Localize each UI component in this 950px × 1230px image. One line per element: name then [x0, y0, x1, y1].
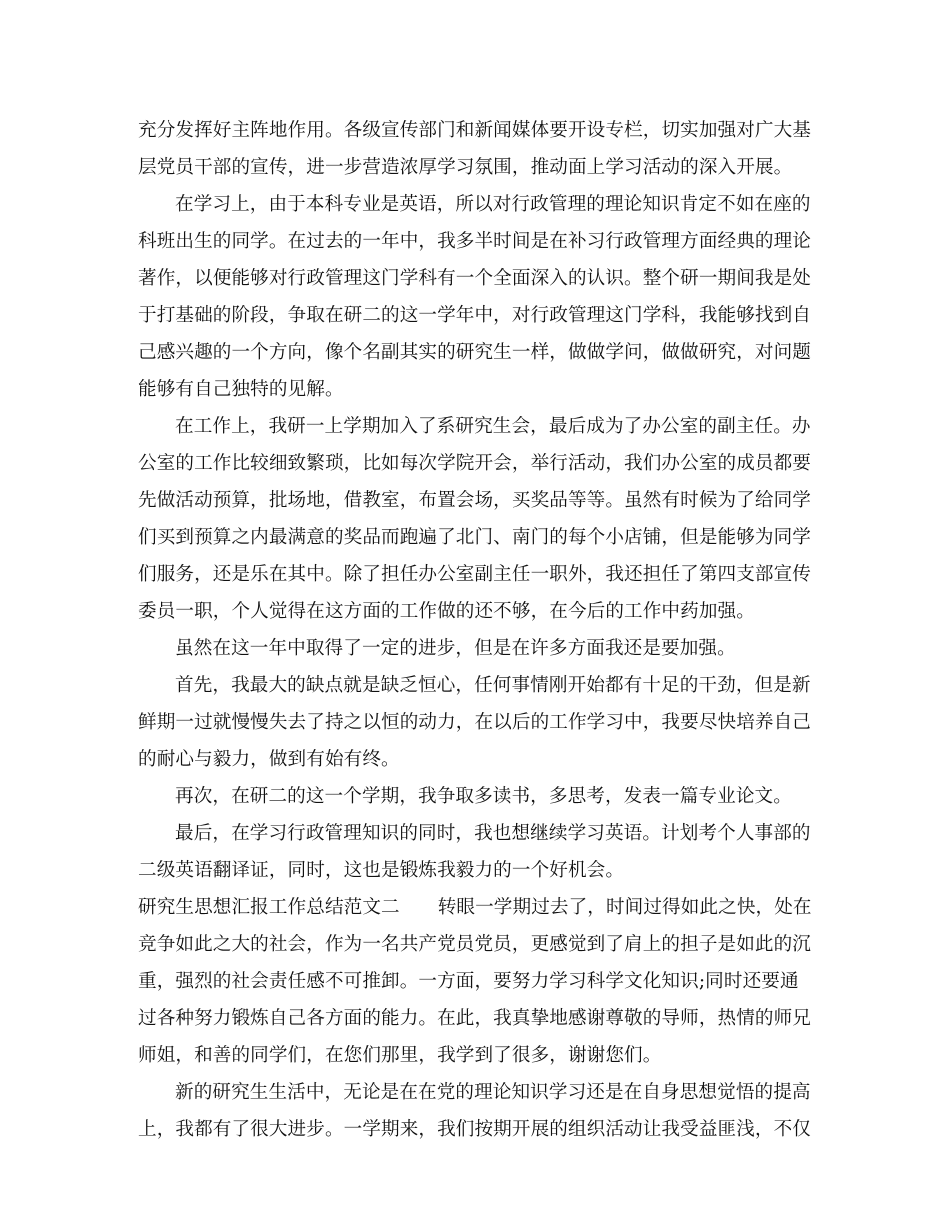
text-line: 在工作上，我研一上学期加入了系研究生会，最后成为了办公室的副主任。办 [175, 416, 811, 437]
section-heading: 研究生思想汇报工作总结范文二 [138, 897, 400, 918]
text-line: 二级英语翻译证，同时，这也是锻炼我毅力的一个好机会。 [138, 860, 625, 881]
text-line: 能够有自己独特的见解。 [138, 379, 344, 400]
text-line: 过各种努力锻炼自己各方面的能力。在此，我真挚地感谢尊敬的导师，热情的师兄 [138, 1008, 811, 1029]
text-line: 再次，在研二的这一个学期，我争取多读书，多思考，发表一篇专业论文。 [175, 786, 792, 807]
text-line: 公室的工作比较细致繁琐，比如每次学院开会，举行活动，我们办公室的成员都要 [138, 453, 811, 474]
text-line: 层党员干部的宣传，进一步营造浓厚学习氛围，推动面上学习活动的深入开展。 [138, 157, 793, 178]
text-line: 先做活动预算，批场地，借教室，布置会场，买奖品等等。虽然有时候为了给同学 [138, 490, 811, 511]
paragraphs-part-one [138, 112, 818, 889]
text-line: 首先，我最大的缺点就是缺乏恒心，任何事情刚开始都有十足的干劲，但是新 [175, 675, 811, 696]
paragraphs-part-two [138, 926, 818, 1148]
text-line: 在学习上，由于本科专业是英语，所以对行政管理的理论知识肯定不如在座的 [175, 194, 811, 215]
text-line: 重，强烈的社会责任感不可推卸。一方面，要努力学习科学文化知识;同时还要通 [138, 971, 799, 992]
text-line: 委员一职，个人觉得在这方面的工作做的还不够，在今后的工作中药加强。 [138, 601, 755, 622]
text-line: 己感兴趣的一个方向，像个名副其实的研究生一样，做做学问，做做研究，对问题 [138, 342, 811, 363]
text-line: 们服务，还是乐在其中。除了担任办公室副主任一职外，我还担任了第四支部宣传 [138, 564, 811, 585]
text-line: 于打基础的阶段，争取在研二的这一学年中，对行政管理这门学科，我能够找到自 [138, 305, 811, 326]
text-line: 新的研究生生活中，无论是在在党的理论知识学习还是在自身思想觉悟的提高 [175, 1082, 811, 1103]
text-line: 竞争如此之大的社会，作为一名共产党员党员，更感觉到了肩上的担子是如此的沉 [138, 934, 811, 955]
text-line: 们买到预算之内最满意的奖品而跑遍了北门、南门的每个小店铺，但是能够为同学 [138, 527, 811, 548]
section-first-line: 转眼一学期过去了，时间过得如此之快，处在 [437, 897, 812, 918]
text-line: 著作，以便能够对行政管理这门学科有一个全面深入的认识。整个研一期间我是处 [138, 268, 811, 289]
text-line: 上，我都有了很大进步。一学期来，我们按期开展的组织活动让我受益匪浅，不仅 [138, 1119, 811, 1140]
section-heading-line [138, 889, 818, 926]
text-line: 科班出生的同学。在过去的一年中，我多半时间是在补习行政管理方面经典的理论 [138, 231, 811, 252]
text-line: 虽然在这一年中取得了一定的进步，但是在许多方面我还是要加强。 [175, 638, 736, 659]
text-line: 充分发挥好主阵地作用。各级宣传部门和新闻媒体要开设专栏，切实加强对广大基 [138, 120, 811, 141]
text-line: 的耐心与毅力，做到有始有终。 [138, 749, 400, 770]
document-body [138, 112, 818, 1148]
text-line: 最后，在学习行政管理知识的同时，我也想继续学习英语。计划考个人事部的 [175, 823, 811, 844]
text-line: 师姐，和善的同学们，在您们那里，我学到了很多，谢谢您们。 [138, 1045, 662, 1066]
text-line: 鲜期一过就慢慢失去了持之以恒的动力，在以后的工作学习中，我要尽快培养自己 [138, 712, 811, 733]
